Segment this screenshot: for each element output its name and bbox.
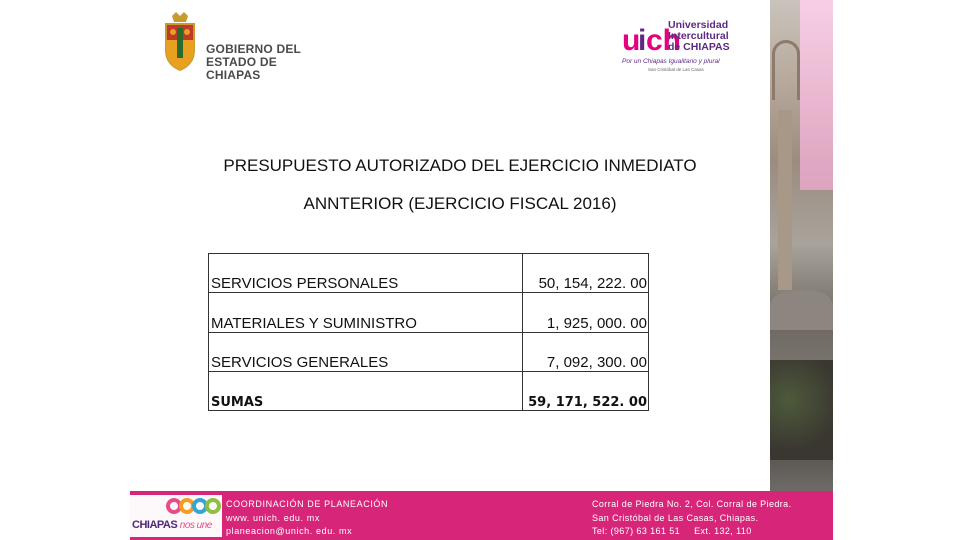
photo-fountain: [770, 290, 833, 330]
footer-address-line-2: San Cristóbal de Las Casas, Chiapas.: [592, 512, 759, 523]
chiapas-nos-une-logo-icon: [166, 498, 222, 518]
footer-email-link[interactable]: planeacion@unich. edu. mx: [226, 526, 353, 536]
table-row: [209, 293, 649, 332]
table-total-row: [209, 371, 649, 410]
photo-plants: [770, 360, 833, 460]
concept-cell: SERVICIOS GENERALES: [209, 332, 523, 371]
footer-phone-ext: Ext. 132, 110: [694, 526, 752, 536]
unich-slogan: Por un Chiapas Igualitario y plural: [622, 58, 720, 65]
unich-logo: [620, 18, 740, 76]
footer-website-link[interactable]: www. unich. edu. mx: [226, 512, 320, 523]
photo-pink-wall: [800, 0, 833, 190]
unich-name: Universidad Intercultural de CHIAPAS: [668, 19, 730, 53]
logo-word-script: nos une: [179, 520, 212, 531]
total-amount-cell: 59, 171, 522. 00: [523, 371, 649, 410]
table-row: [209, 254, 649, 293]
amount-cell: 1, 925, 000. 00: [523, 293, 649, 332]
page-title-line-1: PRESUPUESTO AUTORIZADO DEL EJERCICIO INMEDIATO: [223, 156, 697, 175]
svg-text:u: u: [622, 24, 641, 57]
photo-arch: [772, 40, 800, 100]
logo-word: CHIAPAS: [132, 519, 178, 531]
chiapas-nos-une-wordmark: [132, 519, 212, 531]
footer-department: COORDINACIÓN DE PLANEACIÓN: [226, 499, 389, 509]
gobierno-chiapas-text: GOBIERNO DEL ESTADO DE CHIAPAS: [206, 42, 302, 82]
gobierno-chiapas-logo: [162, 10, 332, 82]
photo-column: [778, 110, 792, 290]
page-title-line-2: ANNTERIOR (EJERCICIO FISCAL 2016): [303, 194, 617, 213]
table-row: [209, 332, 649, 371]
concept-cell: MATERIALES Y SUMINISTRO: [209, 293, 523, 332]
total-label-cell: SUMAS: [209, 371, 523, 410]
chiapas-coat-of-arms-icon: [162, 10, 198, 72]
footer-address-line-1: Corral de Piedra No. 2, Col. Corral de Piedra.: [592, 499, 792, 509]
svg-text:i: i: [638, 24, 647, 57]
amount-cell: 7, 092, 300. 00: [523, 332, 649, 371]
footer-contact-left: [226, 498, 388, 539]
amount-cell: 50, 154, 222. 00: [523, 254, 649, 293]
footer-contact-right: [592, 498, 791, 539]
concept-cell: SERVICIOS PERSONALES: [209, 254, 523, 293]
svg-text:ch: ch: [646, 24, 682, 57]
unich-place: San Cristóbal de Las Casas: [648, 67, 704, 72]
unich-logo-icon: [622, 20, 682, 57]
budget-table: [208, 253, 649, 411]
chiapas-nos-une-logo: [130, 495, 222, 537]
footer-phone: [592, 525, 791, 539]
footer-bar: [130, 491, 833, 540]
footer-phone-number: Tel: (967) 63 161 51: [592, 526, 681, 536]
building-photo: [770, 0, 833, 540]
